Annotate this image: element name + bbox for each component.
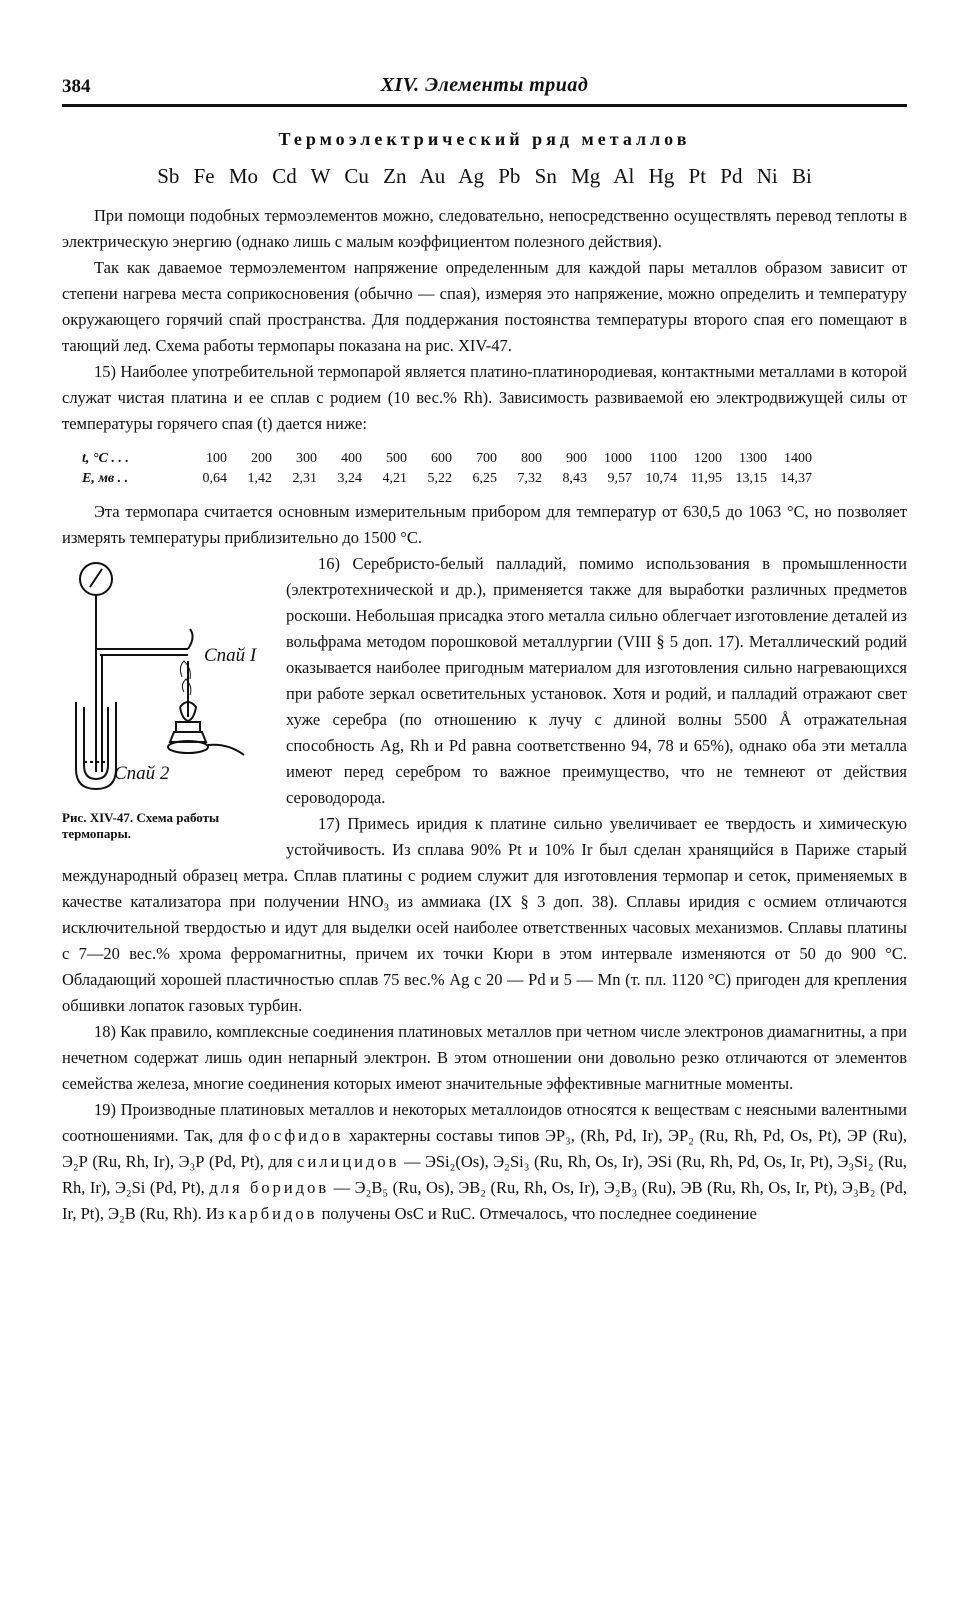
t-cell: 1400 bbox=[784, 451, 812, 466]
thermocouple-diagram bbox=[62, 557, 272, 802]
t-cell: 900 bbox=[566, 451, 587, 466]
t-cell: 1300 bbox=[739, 451, 767, 466]
figure-caption: Рис. XIV-47. Схема работы термопары. bbox=[62, 810, 220, 841]
paragraph-1: При помощи подобных термоэлементов можно, следовательно, непосредственно осуществлять перевод теплоты в электрическую энергию (однако лишь с малым коэффициентом полезного действия). bbox=[62, 206, 907, 251]
table-row-emf bbox=[62, 469, 812, 489]
spaced-word-carbides: карбидов bbox=[228, 1204, 318, 1223]
paragraph-4: Эта термопара считается основным измерительным прибором для температур от 630,5 до 1063 °С, но позволяет измерять температуры приблизительно до 1500 °С. bbox=[62, 502, 907, 547]
spaced-word-phosphides: фосфидов bbox=[248, 1126, 344, 1145]
e-cell: 10,74 bbox=[645, 471, 677, 486]
spaced-word-borides: для боридов bbox=[209, 1178, 330, 1197]
running-title: XIV. Элементы триад bbox=[380, 74, 589, 96]
page-header bbox=[62, 74, 907, 102]
e-cell: 6,25 bbox=[472, 471, 497, 486]
e-cell: 13,15 bbox=[735, 471, 767, 486]
header-rule bbox=[62, 104, 907, 107]
paragraph-8-text: получены OsC и RuC. Отмечалось, что последнее соединение bbox=[317, 1204, 757, 1223]
e-cell: 7,32 bbox=[517, 471, 542, 486]
t-cell: 400 bbox=[341, 451, 362, 466]
figure-thermocouple bbox=[62, 557, 272, 842]
e-cell: 9,57 bbox=[607, 471, 632, 486]
t-label: t, °С . . . bbox=[82, 451, 129, 466]
t-cell: 1100 bbox=[649, 451, 677, 466]
e-cell: 4,21 bbox=[382, 471, 407, 486]
series-title: Термоэлектрический ряд металлов bbox=[278, 129, 691, 149]
emf-table bbox=[62, 449, 812, 489]
flame-icon bbox=[188, 629, 193, 649]
paragraph-7: 18) Как правило, комплексные соединения платиновых металлов при четном числе электронов диамагнитны, а при нечетном содержат лишь один непарный электрон. В этом отношении они довольно резко отличаются от элементов семейства железа, многие соединения которых имеют значительные эффективные магнитные моменты. bbox=[62, 1022, 907, 1093]
paragraph-2: Так как даваемое термоэлементом напряжение определенным для каждой пары металлов образом зависит от степени нагрева места соприкосновения (обычно — спая), измеряя это напряжение, можно определить и температуру окружающего горячий спай пространства. Для поддержания постоянства температуры второго спая его помещают в тающий лед. Схема работы термопары показана на рис. XIV-47. bbox=[62, 258, 907, 355]
paragraph-6: 17) Примесь иридия к платине сильно увеличивает ее твердость и химическую устойчивость. Из сплава 90% Pt и 10% Ir был сделан хранящийся в Париже старый международный образец метра. Сплав платины с родием служит для изготовления термопар и сеток, применяемых в качестве катализатора при получении HNO₃ из аммиака (IX § 3 доп. 38). Сплавы иридия с осмием отличаются исключительной твердостью и идут для выделки осей наиболее ответственных часовых механизмов. Сплавы платины с 7—20 вес.% хрома ферромагнитны, причем их точки Кюри в этом интервале изменяются от 50 до 900 °С. Обладающий хорошей пластичностью сплав 75 вес.% Ag с 20 — Pd и 5 — Mn (т. пл. 1120 °С) пригоден для крепления обшивки лопаток газовых турбин. bbox=[62, 814, 907, 1015]
page-number: 384 bbox=[62, 76, 91, 97]
junction-2-label: Спай 2 bbox=[114, 763, 170, 784]
e-label: E, мв . . bbox=[82, 471, 129, 486]
spaced-word-silicides: силицидов bbox=[297, 1152, 400, 1171]
t-cell: 800 bbox=[521, 451, 542, 466]
paragraph-8-text: 19) Производные платиновых металлов и некоторых металлоидов относятся к веществам с неясными валентными соотношениями. Так, для bbox=[62, 1100, 907, 1145]
t-cell: 200 bbox=[251, 451, 272, 466]
t-cell: 1000 bbox=[604, 451, 632, 466]
t-cell: 500 bbox=[386, 451, 407, 466]
e-cell: 3,24 bbox=[337, 471, 362, 486]
paragraph-8-text: — Э₂B₅ (Ru, Os), ЭB₂ (Ru, Rh, Os, Ir), Э₂B₃ (Ru), ЭB (Ru, Rh, Os, Ir, Pt), Э₃B₂ (Pd, Ir, Pt), Э₂B (Ru, Rh). Из bbox=[62, 1178, 907, 1223]
e-cell: 1,42 bbox=[247, 471, 272, 486]
t-cell: 600 bbox=[431, 451, 452, 466]
thermoelectric-series: Sb Fe Mo Cd W Cu Zn Au Ag Pb Sn Mg Al Hg Pt Pd Ni Bi bbox=[157, 164, 812, 188]
e-cell: 2,31 bbox=[292, 471, 317, 486]
e-cell: 5,22 bbox=[427, 471, 452, 486]
paragraph-8 bbox=[62, 1097, 907, 1227]
e-cell: 0,64 bbox=[202, 471, 227, 486]
e-cell: 8,43 bbox=[562, 471, 587, 486]
t-cell: 100 bbox=[206, 451, 227, 466]
paragraph-8-text: характерны составы типов ЭР₃, (Rh, Pd, Ir), ЭР₂ (Ru, Rh, Pd, Os, Pt), ЭР (Ru), Э₂Р (Ru, Rh, Ir), Э₃Р (Pd, Pt), для bbox=[62, 1126, 907, 1171]
e-cell: 14,37 bbox=[780, 471, 812, 486]
junction-1-label: Спай I bbox=[204, 645, 257, 666]
paragraph-8-text: — ЭSi₂(Os), Э₂Si₃ (Ru, Rh, Os, Ir), ЭSi (Ru, Rh, Pd, Os, Ir, Pt), Э₃Si₂ (Ru, Rh, Ir), Э₂Si (Pd, Pt), bbox=[62, 1152, 908, 1197]
t-cell: 1200 bbox=[694, 451, 722, 466]
table-row-temperature bbox=[62, 449, 812, 469]
t-cell: 300 bbox=[296, 451, 317, 466]
paragraph-3: 15) Наиболее употребительной термопарой является платино-платинородиевая, контактными металлами в которой служат чистая платина и ее сплав с родием (10 вес.% Rh). Зависимость развиваемой ею электродвижущей силы от температуры горячего спая (t) дается ниже: bbox=[62, 362, 907, 433]
paragraph-5: 16) Серебристо-белый палладий, помимо использования в промышленности (электротехнической и др.), применяется также для выработки различных предметов роскоши. Небольшая присадка этого металла сильно облегчает изготовление деталей из вольфрама методом порошковой металлургии (VIII § 5 доп. 17). Металлический родий оказывается наиболее пригодным материалом для изготовления сильно нагревающихся при работе зеркал осветительных установок. Хотя и родий, и палладий отражают свет хуже серебра (по отношению к лучу с длиной волны 5500 Å отражательная способность Ag, Rh и Pd равна соответственно 94, 78 и 65%), однако оба эти металла имеют перед серебром то важное преимущество, что не темнеют от действия сероводорода. bbox=[286, 554, 907, 807]
t-cell: 700 bbox=[476, 451, 497, 466]
e-cell: 11,95 bbox=[691, 471, 722, 486]
